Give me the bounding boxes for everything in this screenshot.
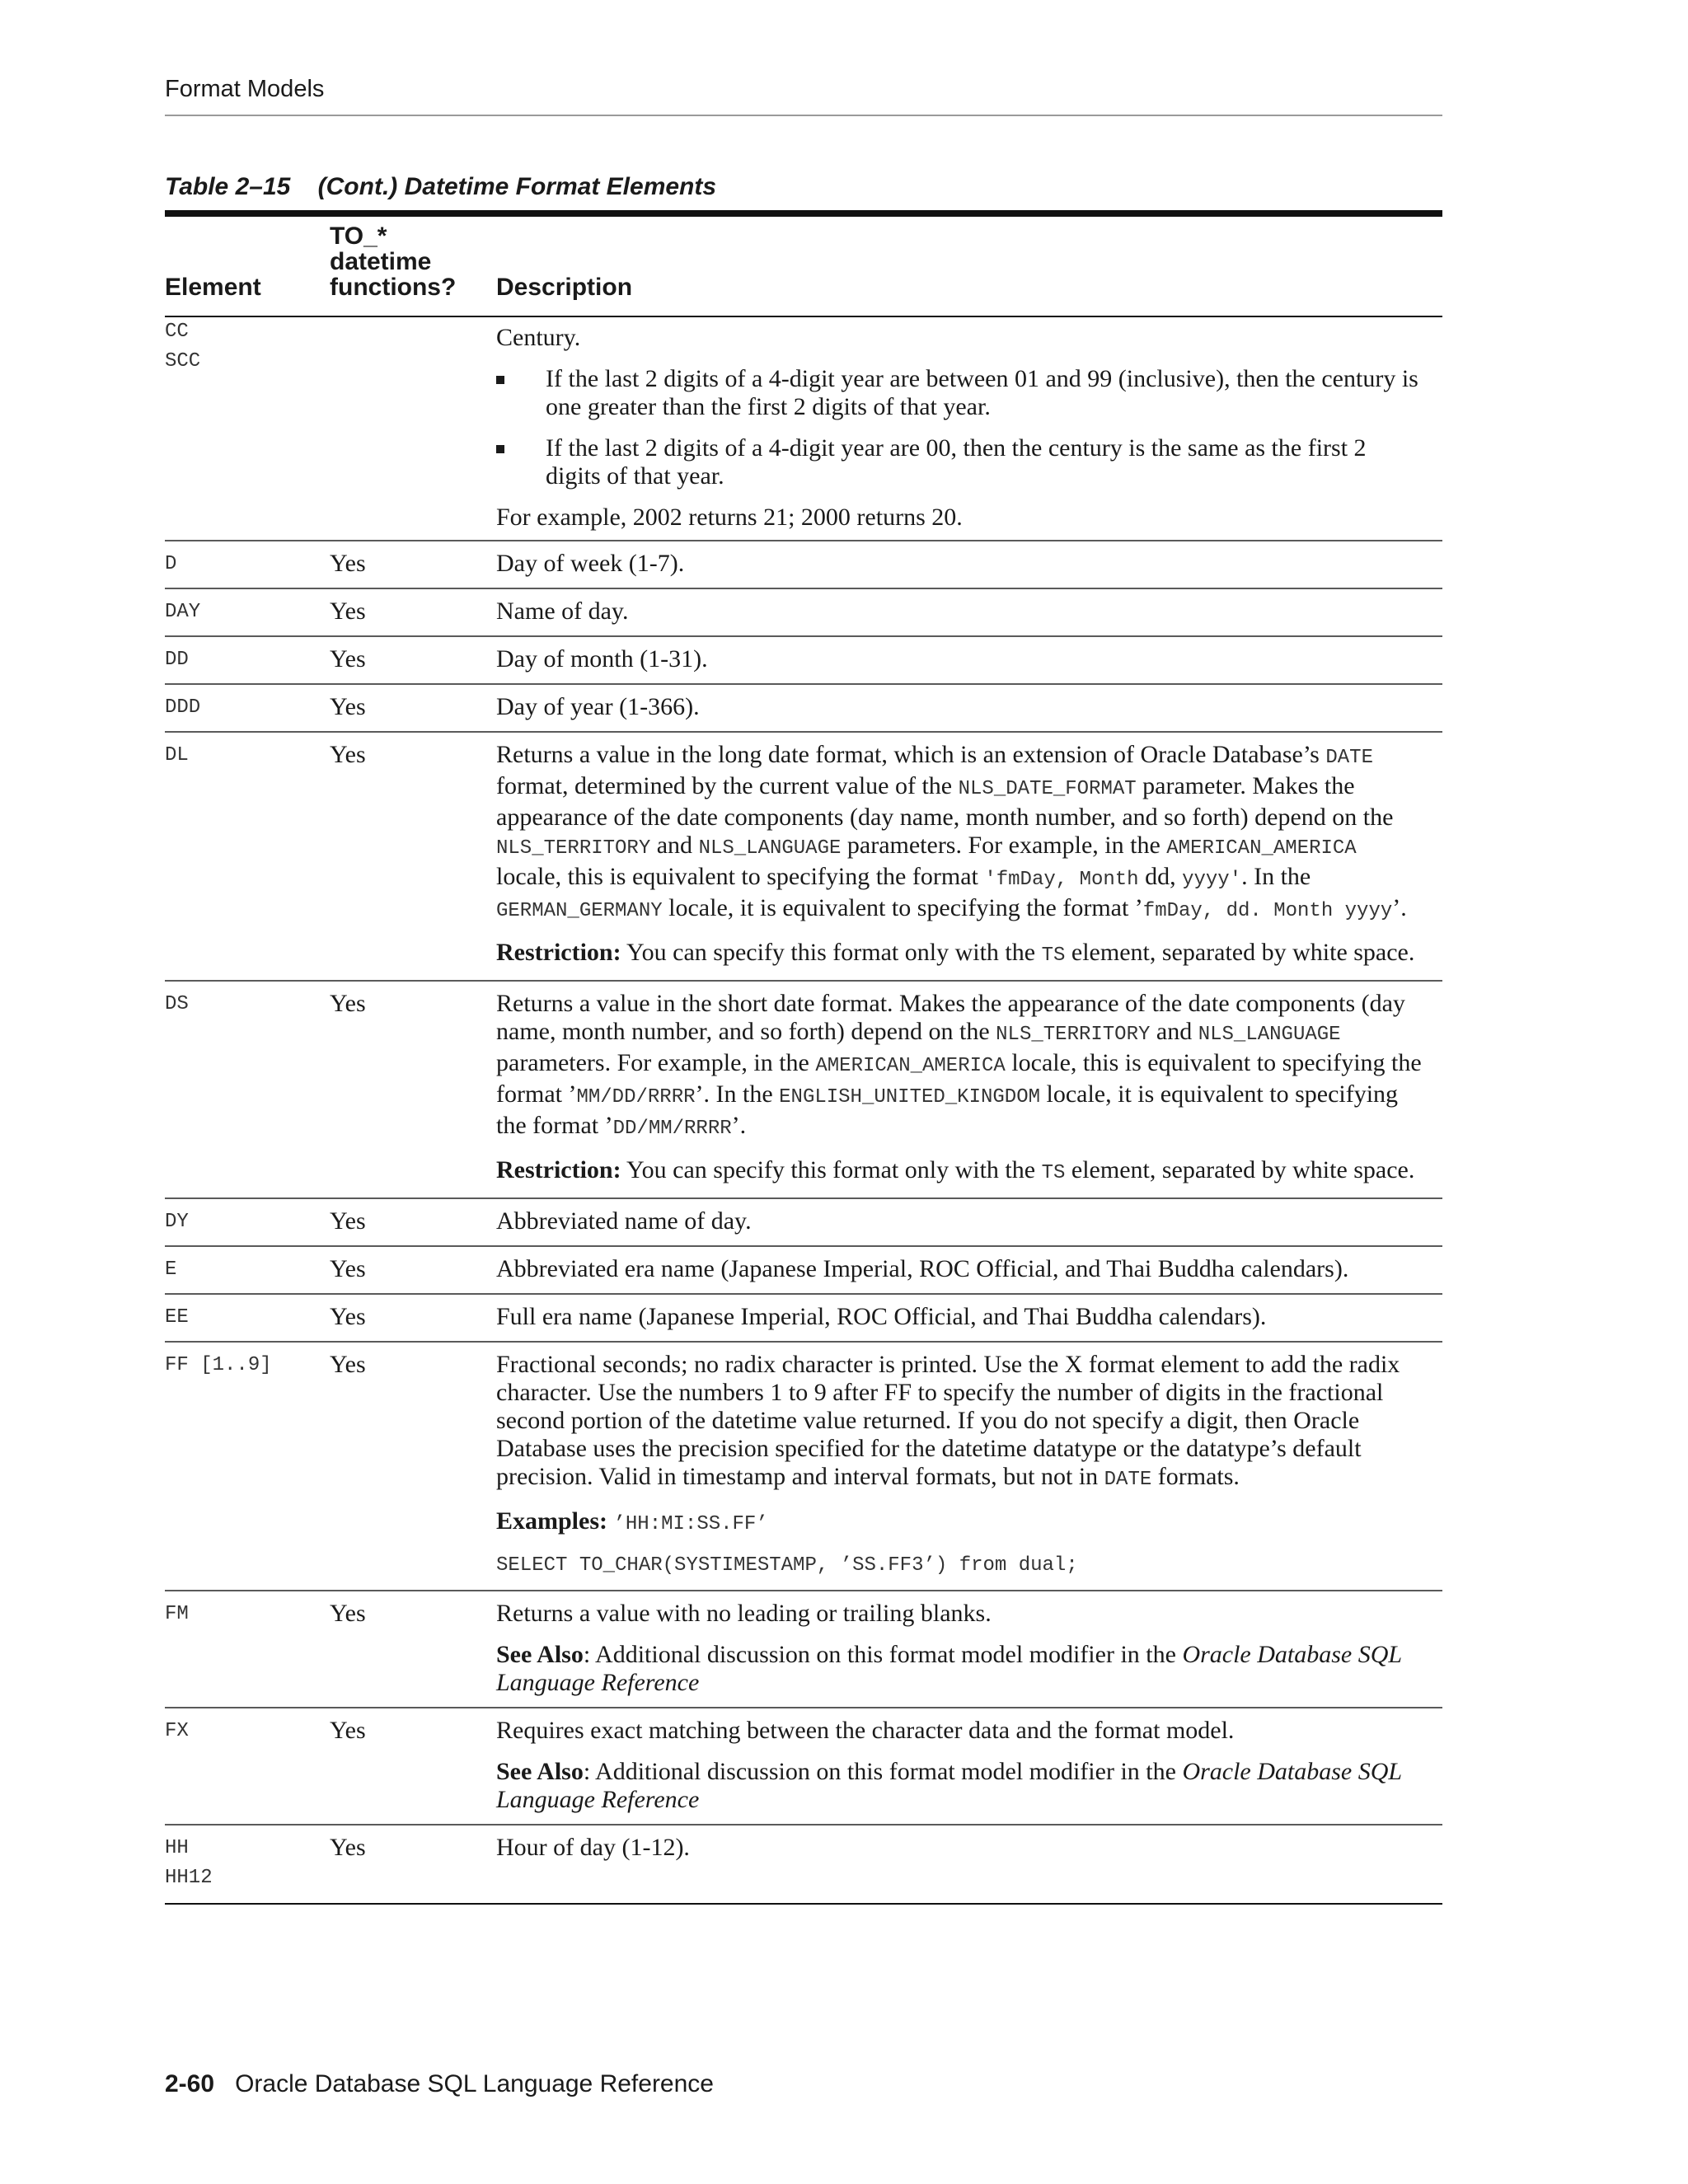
description-text: Fractional seconds; no radix character is printed. Use the X format element to add the radix character. Use the numbers 1 to 9 after FF to specify the number of digits in the fractional second portion of the datetime value returned. If you do not specify a digit, then Oracle Database uses the precision specified for the datetime datatype or the datatype’s default precision. Valid in timestamp and interval formats, but not in DATE formats. xyxy=(496,1351,1400,1491)
element-code: FF [1..9] xyxy=(165,1354,272,1376)
functions-value: Yes xyxy=(330,1600,366,1627)
table-row-e xyxy=(165,1247,1442,1295)
column-header-functions-line1: TO_* xyxy=(330,223,387,250)
square-bullet-icon xyxy=(496,445,504,453)
element-code: FX xyxy=(165,1720,189,1742)
square-bullet-icon xyxy=(496,376,504,384)
bullet-item xyxy=(496,365,1426,421)
element-code: HH xyxy=(165,1837,189,1859)
table-row-d xyxy=(165,541,1442,589)
description-text: Abbreviated era name (Japanese Imperial, ROC Official, and Thai Buddha calendars). xyxy=(496,1255,1349,1282)
description-cell xyxy=(496,990,1442,1188)
functions-value: Yes xyxy=(330,1255,366,1282)
table-row-day xyxy=(165,589,1442,637)
element-code: D xyxy=(165,553,177,575)
description-cell xyxy=(496,1351,1442,1580)
table-top-rule xyxy=(165,210,1442,217)
description-text: Returns a value in the short date format. Makes the appearance of the date components (day name, month number, and so forth) depend on the NLS_TERRITORY and NLS_LANGUAGE parameters. For example, in the AMERICAN_AMERICA locale, this is equivalent to specifying the format ’MM/DD/RRRR’. In the ENGLISH_UNITED_KINGDOM locale, it is equivalent to specifying the format ’DD/MM/RRRR’. xyxy=(496,990,1422,1140)
page-footer xyxy=(165,2070,714,2098)
description-cell xyxy=(496,324,1442,532)
description-text: Name of day. xyxy=(496,598,629,625)
element-code: CC xyxy=(165,321,189,343)
column-header-functions xyxy=(330,223,456,300)
table-row-ddd xyxy=(165,685,1442,733)
column-header-description: Description xyxy=(496,274,633,301)
functions-value: Yes xyxy=(330,741,366,768)
description-text: Day of year (1-366). xyxy=(496,693,700,720)
description-text: For example, 2002 returns 21; 2000 returns 20. xyxy=(496,504,963,531)
description-text: Requires exact matching between the character data and the format model. xyxy=(496,1717,1235,1744)
bullet-text: If the last 2 digits of a 4-digit year are between 01 and 99 (inclusive), then the century is one greater than the first 2 digits of that year. xyxy=(546,365,1418,420)
restriction-note: Restriction: You can specify this format only with the TS element, separated by white space. xyxy=(496,939,1415,967)
column-header-element: Element xyxy=(165,274,261,301)
table-row-fm xyxy=(165,1591,1442,1708)
see-also-note: See Also: Additional discussion on this format model modifier in the Oracle Database SQL Language Reference xyxy=(496,1758,1402,1813)
table-row-hh xyxy=(165,1825,1442,1905)
element-code: E xyxy=(165,1258,177,1281)
functions-value: Yes xyxy=(330,1207,366,1235)
table-row-ff xyxy=(165,1343,1442,1591)
description-text: Century. xyxy=(496,324,581,351)
functions-value: Yes xyxy=(330,645,366,673)
table-row-cc xyxy=(165,317,1442,541)
see-also-note: See Also: Additional discussion on this format model modifier in the Oracle Database SQL Language Reference xyxy=(496,1641,1402,1696)
page-number: 2-60 xyxy=(165,2070,215,2097)
restriction-note: Restriction: You can specify this format only with the TS element, separated by white space. xyxy=(496,1156,1415,1184)
description-text: Abbreviated name of day. xyxy=(496,1207,752,1235)
example-code: SELECT TO_CHAR(SYSTIMESTAMP, ’SS.FF3’) from dual; xyxy=(496,1554,1078,1577)
table-caption: Table 2–15 (Cont.) Datetime Format Elements xyxy=(165,173,717,200)
element-code: DAY xyxy=(165,601,201,623)
bullet-item xyxy=(496,434,1426,490)
functions-value: Yes xyxy=(330,1303,366,1330)
element-code: SCC xyxy=(165,350,201,373)
description-text: Returns a value in the long date format, which is an extension of Oracle Database’s DATE format, determined by the current value of the NLS_DATE_FORMAT parameter. Makes the appearance of the date components (day name, month number, and so forth) depend on the NLS_TERRITORY and NLS_LANGUAGE parameters. For example, in the AMERICAN_AMERICA locale, this is equivalent to specifying the format 'fmDay, Month dd, yyyy'. In the GERMAN_GERMANY locale, it is equivalent to specifying the format ’fmDay, dd. Month yyyy’. xyxy=(496,741,1407,922)
description-text: Returns a value with no leading or trailing blanks. xyxy=(496,1600,992,1627)
functions-value: Yes xyxy=(330,990,366,1017)
functions-value: Yes xyxy=(330,1351,366,1378)
functions-value: Yes xyxy=(330,1717,366,1744)
table-row-fx xyxy=(165,1708,1442,1825)
column-header-functions-line3: functions? xyxy=(330,274,457,301)
element-code: EE xyxy=(165,1306,189,1329)
description-cell xyxy=(496,1717,1442,1814)
examples-note: Examples: ’HH:MI:SS.FF’ xyxy=(496,1507,768,1535)
description-text: Day of week (1-7). xyxy=(496,550,685,577)
table-row-dy xyxy=(165,1199,1442,1247)
element-code: HH12 xyxy=(165,1867,213,1889)
description-text: Day of month (1-31). xyxy=(496,645,708,673)
element-code: DY xyxy=(165,1211,189,1233)
description-text: Hour of day (1-12). xyxy=(496,1834,690,1861)
bullet-text: If the last 2 digits of a 4-digit year are 00, then the century is the same as the first 2 digits of that year. xyxy=(546,434,1367,490)
description-cell xyxy=(496,1600,1442,1697)
description-cell xyxy=(496,741,1442,970)
element-code: DL xyxy=(165,744,189,766)
book-title: Oracle Database SQL Language Reference xyxy=(235,2070,714,2097)
functions-value: Yes xyxy=(330,1834,366,1861)
element-code: DDD xyxy=(165,696,201,719)
functions-value: Yes xyxy=(330,550,366,577)
functions-value: Yes xyxy=(330,693,366,720)
table-row-ds xyxy=(165,982,1442,1199)
table-row-ee xyxy=(165,1295,1442,1343)
element-cell xyxy=(165,317,200,377)
datetime-format-table xyxy=(165,317,1442,1905)
header-rule xyxy=(165,115,1442,116)
element-cell xyxy=(165,1834,213,1893)
element-code: DD xyxy=(165,649,189,671)
functions-value: Yes xyxy=(330,598,366,625)
running-head: Format Models xyxy=(165,76,325,102)
element-code: FM xyxy=(165,1603,189,1625)
description-text: Full era name (Japanese Imperial, ROC Official, and Thai Buddha calendars). xyxy=(496,1303,1267,1330)
element-code: DS xyxy=(165,993,189,1015)
table-row-dd xyxy=(165,637,1442,685)
column-header-functions-line2: datetime xyxy=(330,248,432,275)
table-row-dl xyxy=(165,733,1442,982)
